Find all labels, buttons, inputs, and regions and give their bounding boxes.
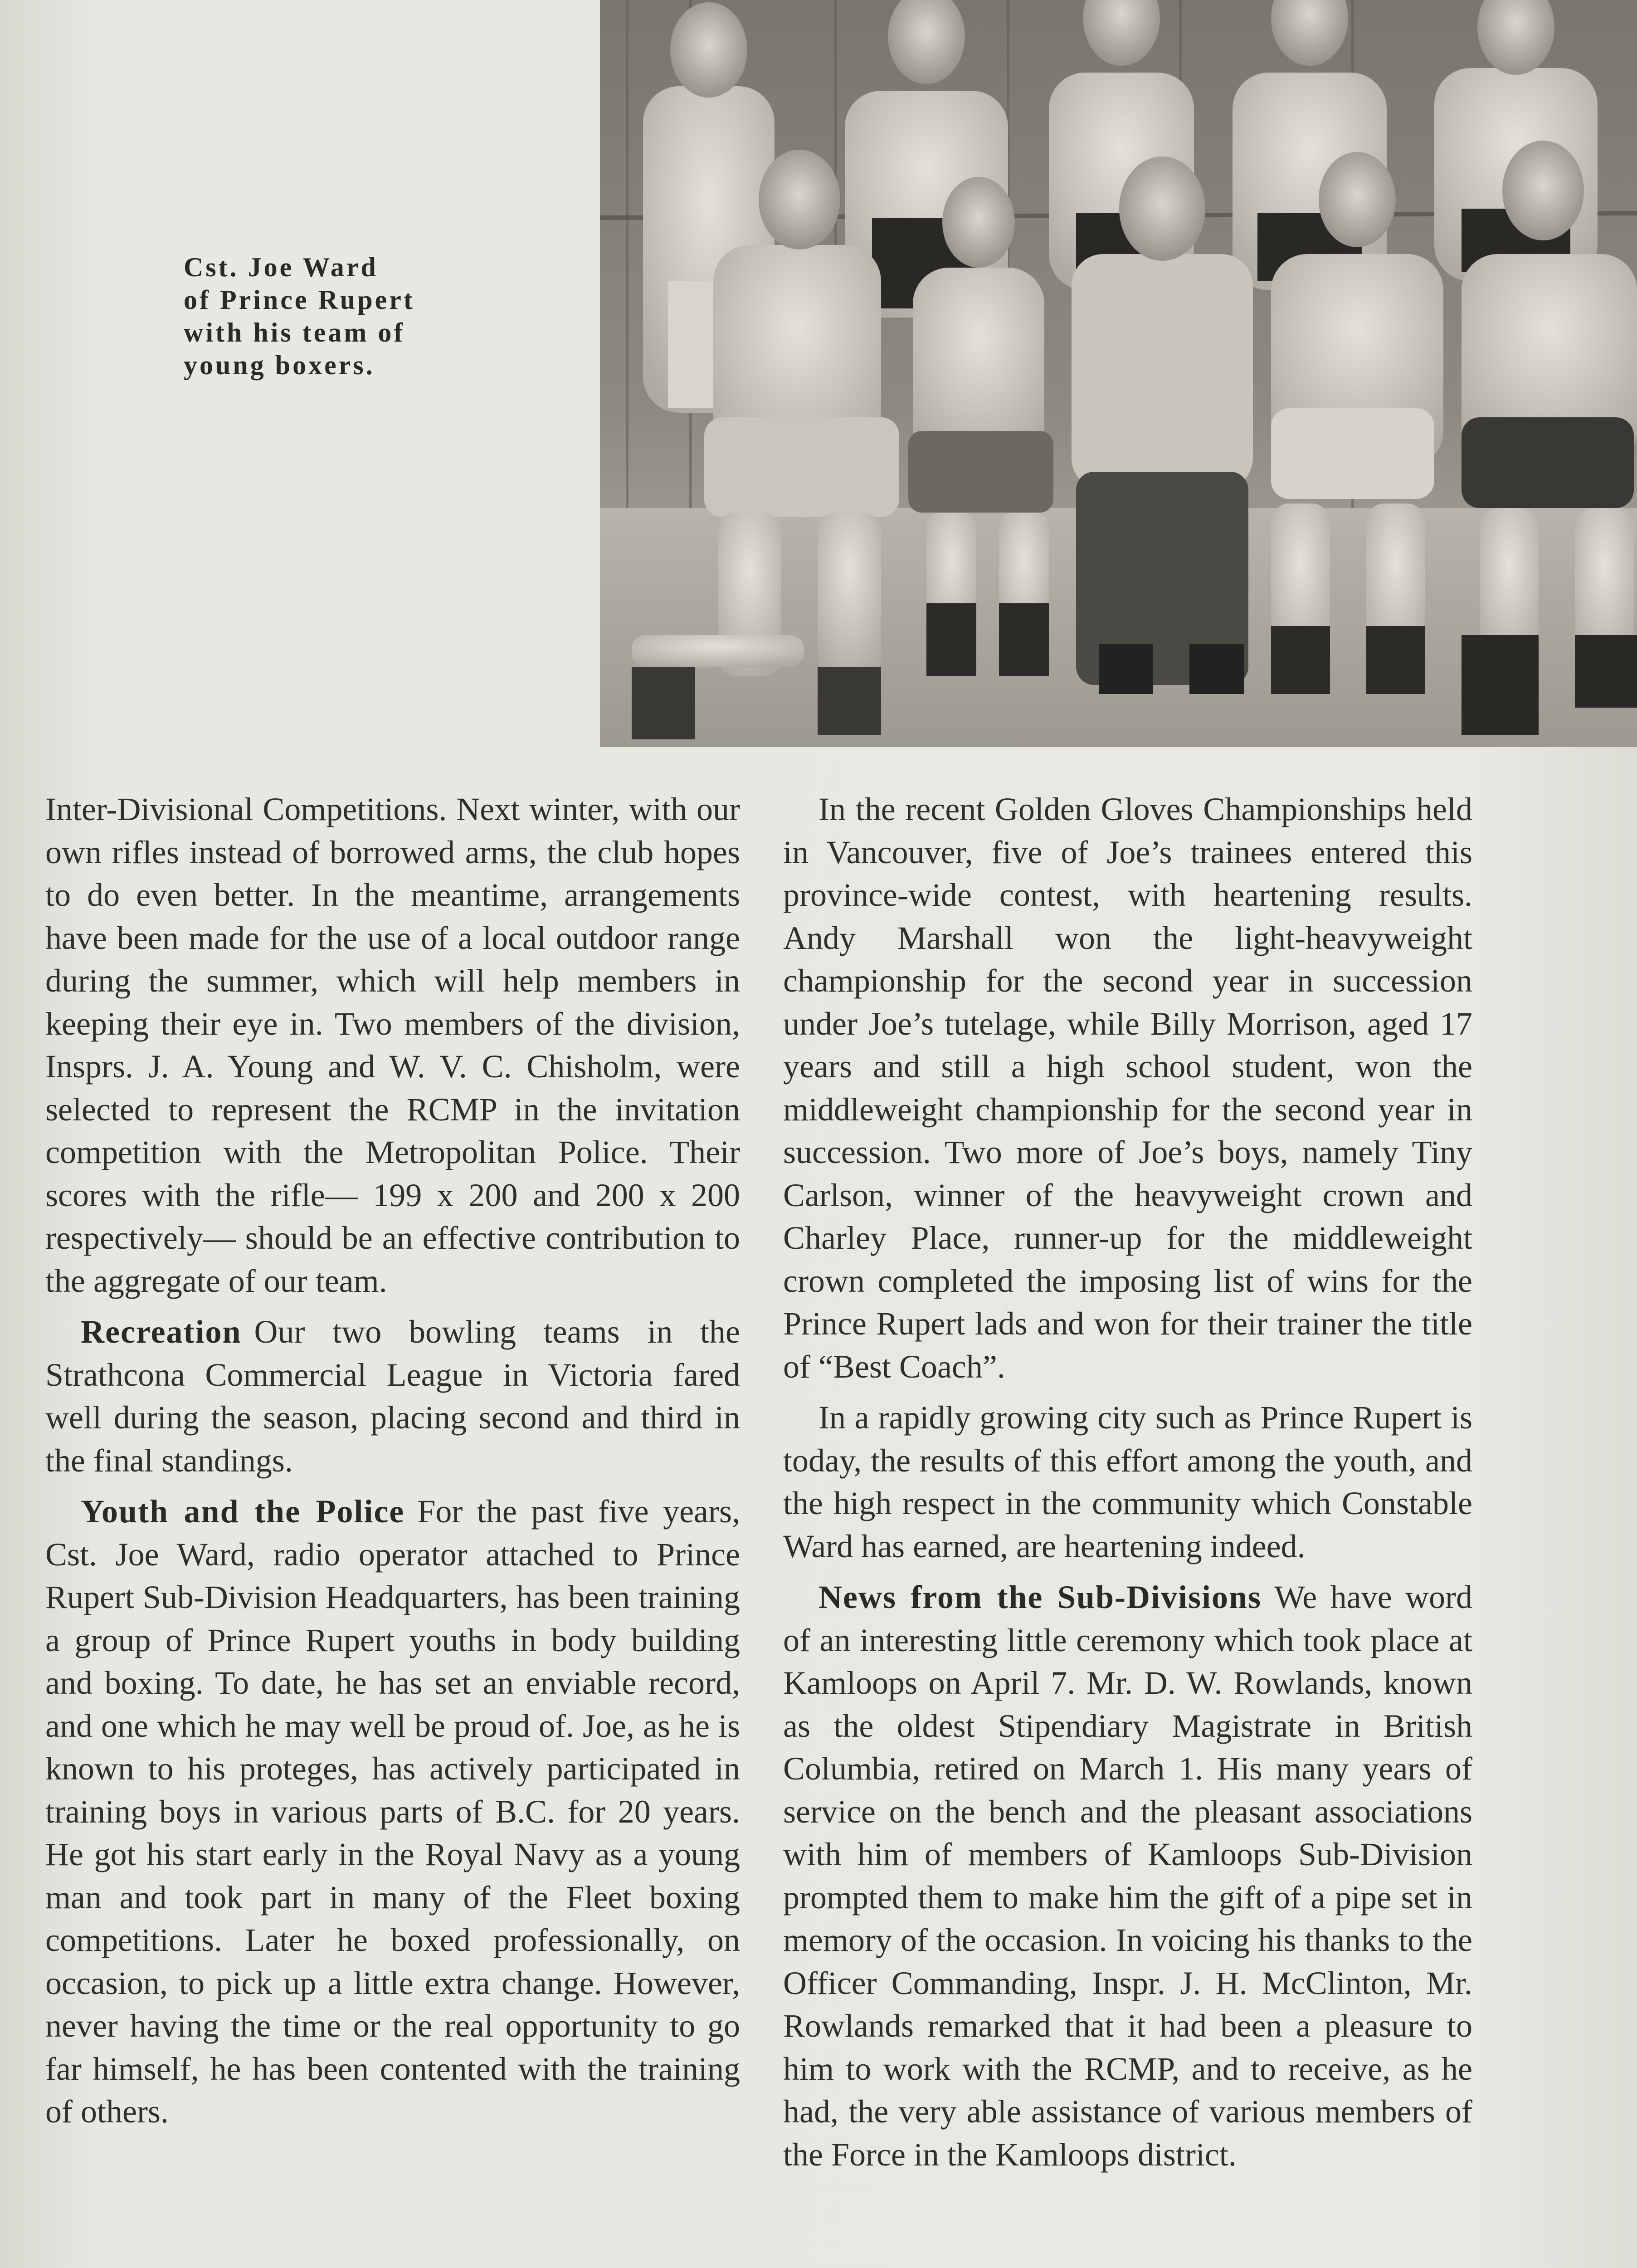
youth-text: For the past five years, Cst. Joe Ward, radio operator attached to Prince Rupert Sub-Division Headquarters, has been training a group of Prince Rupert youths in body building and boxing. To date, he has set an enviable record, and one which he may well be proud of. Joe, as he is known to his proteges, has actively participated in training boys in various parts of B.C. for 20 years. He got his start early in the Royal Navy as a young man and took part in many of the Fleet boxing competitions. Later he boxed professionally, on occasion, to pick up a little extra change. However, never having the time or the real opportunity to go far himself, he has been contented with the training of others. xyxy=(45,1493,740,2130)
recreation-text: Our two bowling teams in the Strathcona Commercial League in Victoria fared well during the season, placing second and third in the final standings. xyxy=(45,1314,740,1479)
left-column xyxy=(45,788,740,2133)
recreation-paragraph xyxy=(45,1310,740,1482)
youth-heading: Youth and the Police xyxy=(81,1493,405,1530)
news-text: We have word of an interesting little ceremony which took place at Kamloops on April 7. Mr. D. W. Rowlands, known as the oldest Stipendiary Magistrate in British Columbia, retired on March 1. His many years of service on the bench and the pleasant associations with him of members of Kamloops Sub-Division prompted them to make him the gift of a pipe set in memory of the occasion. In voicing his thanks to the Officer Commanding, Inspr. J. H. McClinton, Mr. Rowlands remarked that it had been a pleasure to him to work with the RCMP, and to receive, as he had, the very able assistance of various members of the Force in the Kamloops district. xyxy=(783,1579,1472,2173)
right-column xyxy=(783,788,1472,2176)
recreation-heading: Recreation xyxy=(81,1314,242,1350)
news-paragraph xyxy=(783,1576,1472,2176)
competitions-paragraph: Inter-Divisional Competitions. Next winter, with our own rifles instead of borrowed arms, the club hopes to do even better. In the meantime, arrangements have been made for the use of a local outdoor range during the summer, which will help members in keeping their eye in. Two members of the division, Insprs. J. A. Young and W. V. C. Chisholm, were selected to represent the RCMP in the invitation competition with the Metropolitan Police. Their scores with the rifle— 199 x 200 and 200 x 200 respectively— should be an effective contribution to the aggregate of our team. xyxy=(45,791,740,1299)
caption-line: young boxers. xyxy=(184,350,375,380)
caption-line: of Prince Rupert xyxy=(184,285,415,315)
golden-gloves-paragraph: In the recent Golden Gloves Championships held in Vancouver, five of Joe’s trainees entered this province-wide contest, with heartening results. Andy Marshall won the light-heavyweight championship for the second year in succession under Joe’s tutelage, while Billy Morrison, aged 17 years and still a high school student, won the middleweight championship for the second year in succession. Two more of Joe’s boys, namely Tiny Carlson, winner of the heavyweight crown and Charley Place, runner-up for the middleweight crown completed the imposing list of wins for the Prince Rupert lads and won for their trainer the title of “Best Coach”. xyxy=(783,791,1472,1385)
boxers-photo-illustration xyxy=(600,0,1637,747)
caption-line: with his team of xyxy=(184,318,405,347)
photo-caption xyxy=(184,251,497,381)
news-heading: News from the Sub-Divisions xyxy=(818,1579,1262,1615)
caption-line: Cst. Joe Ward xyxy=(184,252,378,282)
youth-paragraph xyxy=(45,1490,740,2133)
team-photo xyxy=(600,0,1637,747)
prince-rupert-paragraph: In a rapidly growing city such as Prince Rupert is today, the results of this effort among the youth, and the high respect in the community which Constable Ward has earned, are heartening indeed. xyxy=(783,1399,1472,1564)
